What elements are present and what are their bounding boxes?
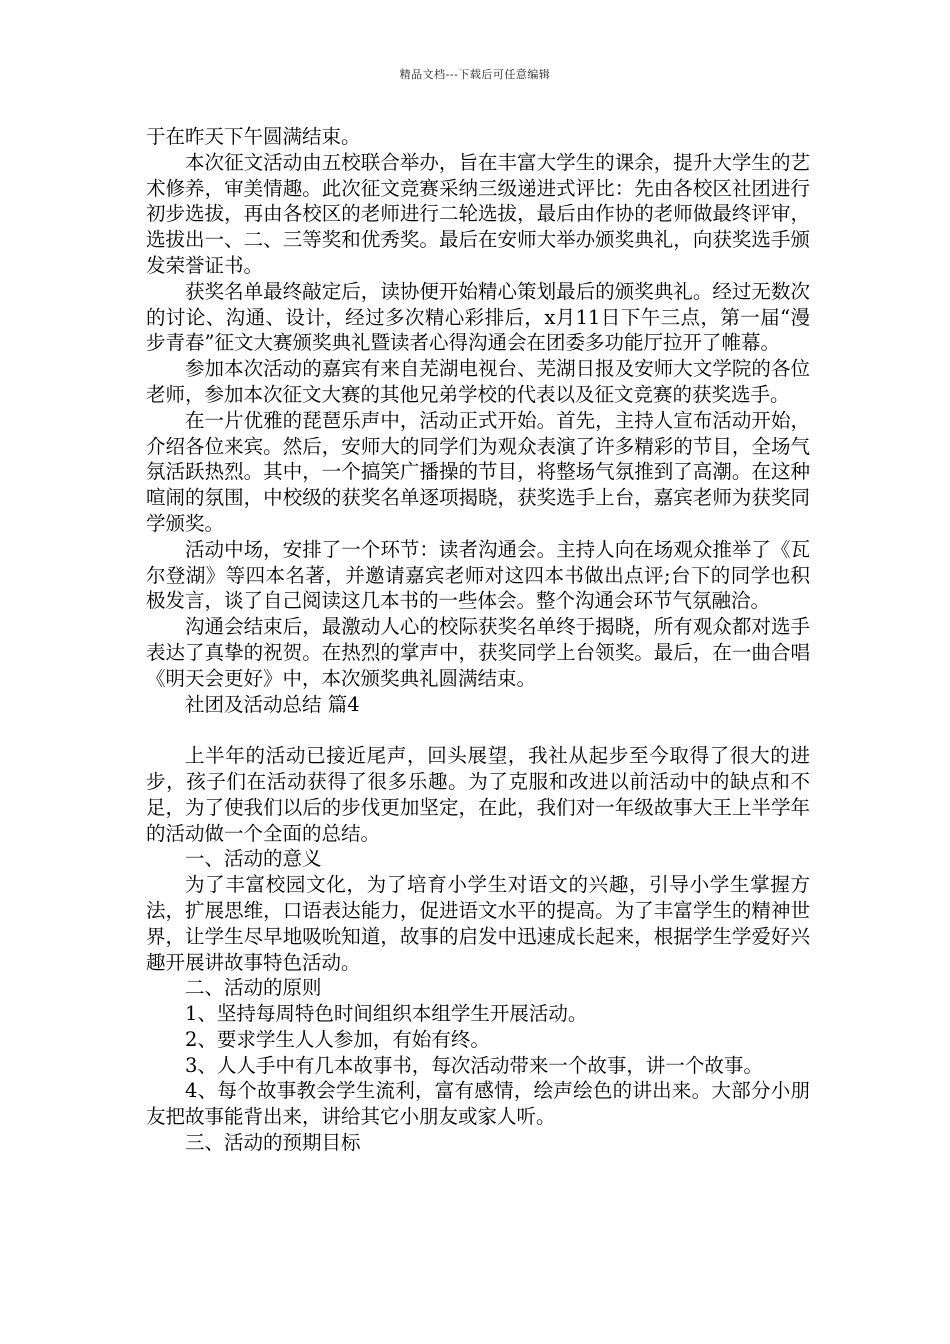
- paragraph: 上半年的活动已接近尾声，回头展望，我社从起步至今取得了很大的进步，孩子们在活动获得了很多乐趣。为了克服和改进以前活动中的缺点和不足，为了使我们以后的步伐更加坚定，在此，我们对一年级故事大王上半学年的活动做一个全面的总结。: [146, 744, 810, 845]
- document-body: [146, 124, 810, 1156]
- section-title: 社团及活动总结 篇4: [185, 692, 360, 716]
- paragraph: 活动中场，安排了一个环节：读者沟通会。主持人向在场观众推举了《瓦尔登湖》等四本名著，并邀请嘉宾老师对这四本书做出点评;台下的同学也积极发言，谈了自己阅读这几本书的一些体会。整个沟通会环节气氛融洽。: [146, 537, 810, 613]
- paragraph: 为了丰富校园文化，为了培育小学生对语文的兴趣，引导小学生掌握方法，扩展思维，口语表达能力，促进语文水平的提高。为了丰富学生的精神世界，让学生尽早地吸吮知道，故事的启发中迅速成长起来，根据学生学爱好兴趣开展讲故事特色活动。: [146, 873, 810, 974]
- list-item: 1、坚持每周特色时间组织本组学生开展活动。: [185, 1002, 588, 1026]
- section-heading: 一、活动的意义: [185, 847, 322, 871]
- paragraph: 本次征文活动由五校联合举办，旨在丰富大学生的课余，提升大学生的艺术修养，审美情趣。此次征文竞赛采纳三级递进式评比：先由各校区社团进行初步选拔，再由各校区的老师进行二轮选拔，最后由作协的老师做最终评审，选拔出一、二、三等奖和优秀奖。最后在安师大举办颁奖典礼，向获奖选手颁发荣誉证书。: [146, 150, 810, 277]
- list-item: 3、人人手中有几本故事书，每次活动带来一个故事，讲一个故事。: [185, 1053, 763, 1077]
- paragraph: 获奖名单最终敲定后，读协便开始精心策划最后的颁奖典礼。经过无数次的讨论、沟通、设计，经过多次精心彩排后，x月11日下午三点，第一届“漫步青春”征文大赛颁奖典礼暨读者心得沟通会在团委多功能厅拉开了帷幕。: [146, 279, 810, 355]
- section-heading: 二、活动的原则: [185, 976, 322, 1000]
- list-item: 4、每个故事教会学生流利，富有感情，绘声绘色的讲出来。大部分小朋友把故事能背出来，讲给其它小朋友或家人听。: [146, 1079, 810, 1129]
- paragraph: 于在昨天下午圆满结束。: [146, 125, 361, 148]
- paragraph: 沟通会结束后，最激动人心的校际获奖名单终于揭晓，所有观众都对选手表达了真挚的祝贺。在热烈的掌声中，获奖同学上台领奖。最后，在一曲合唱《明天会更好》中，本次颁奖典礼圆满结束。: [146, 615, 810, 690]
- blank-line: [146, 717, 810, 743]
- paragraph: 在一片优雅的琵琶乐声中，活动正式开始。首先，主持人宣布活动开始，介绍各位来宾。然后，安师大的同学们为观众表演了许多精彩的节目，全场气氛活跃热烈。其中，一个搞笑广播操的节目，将整场气氛推到了高潮。在这种喧闹的氛围，中校级的获奖名单逐项揭晓，获奖选手上台，嘉宾老师为获奖同学颁奖。: [146, 408, 810, 535]
- paragraph: 参加本次活动的嘉宾有来自芜湖电视台、芜湖日报及安师大文学院的各位老师，参加本次征文大赛的其他兄弟学校的代表以及征文竞赛的获奖选手。: [146, 357, 810, 406]
- list-item: 2、要求学生人人参加，有始有终。: [185, 1027, 490, 1051]
- page-header: 精品文档---下载后可任意编辑: [399, 68, 551, 81]
- section-heading: 三、活动的预期目标: [185, 1131, 361, 1155]
